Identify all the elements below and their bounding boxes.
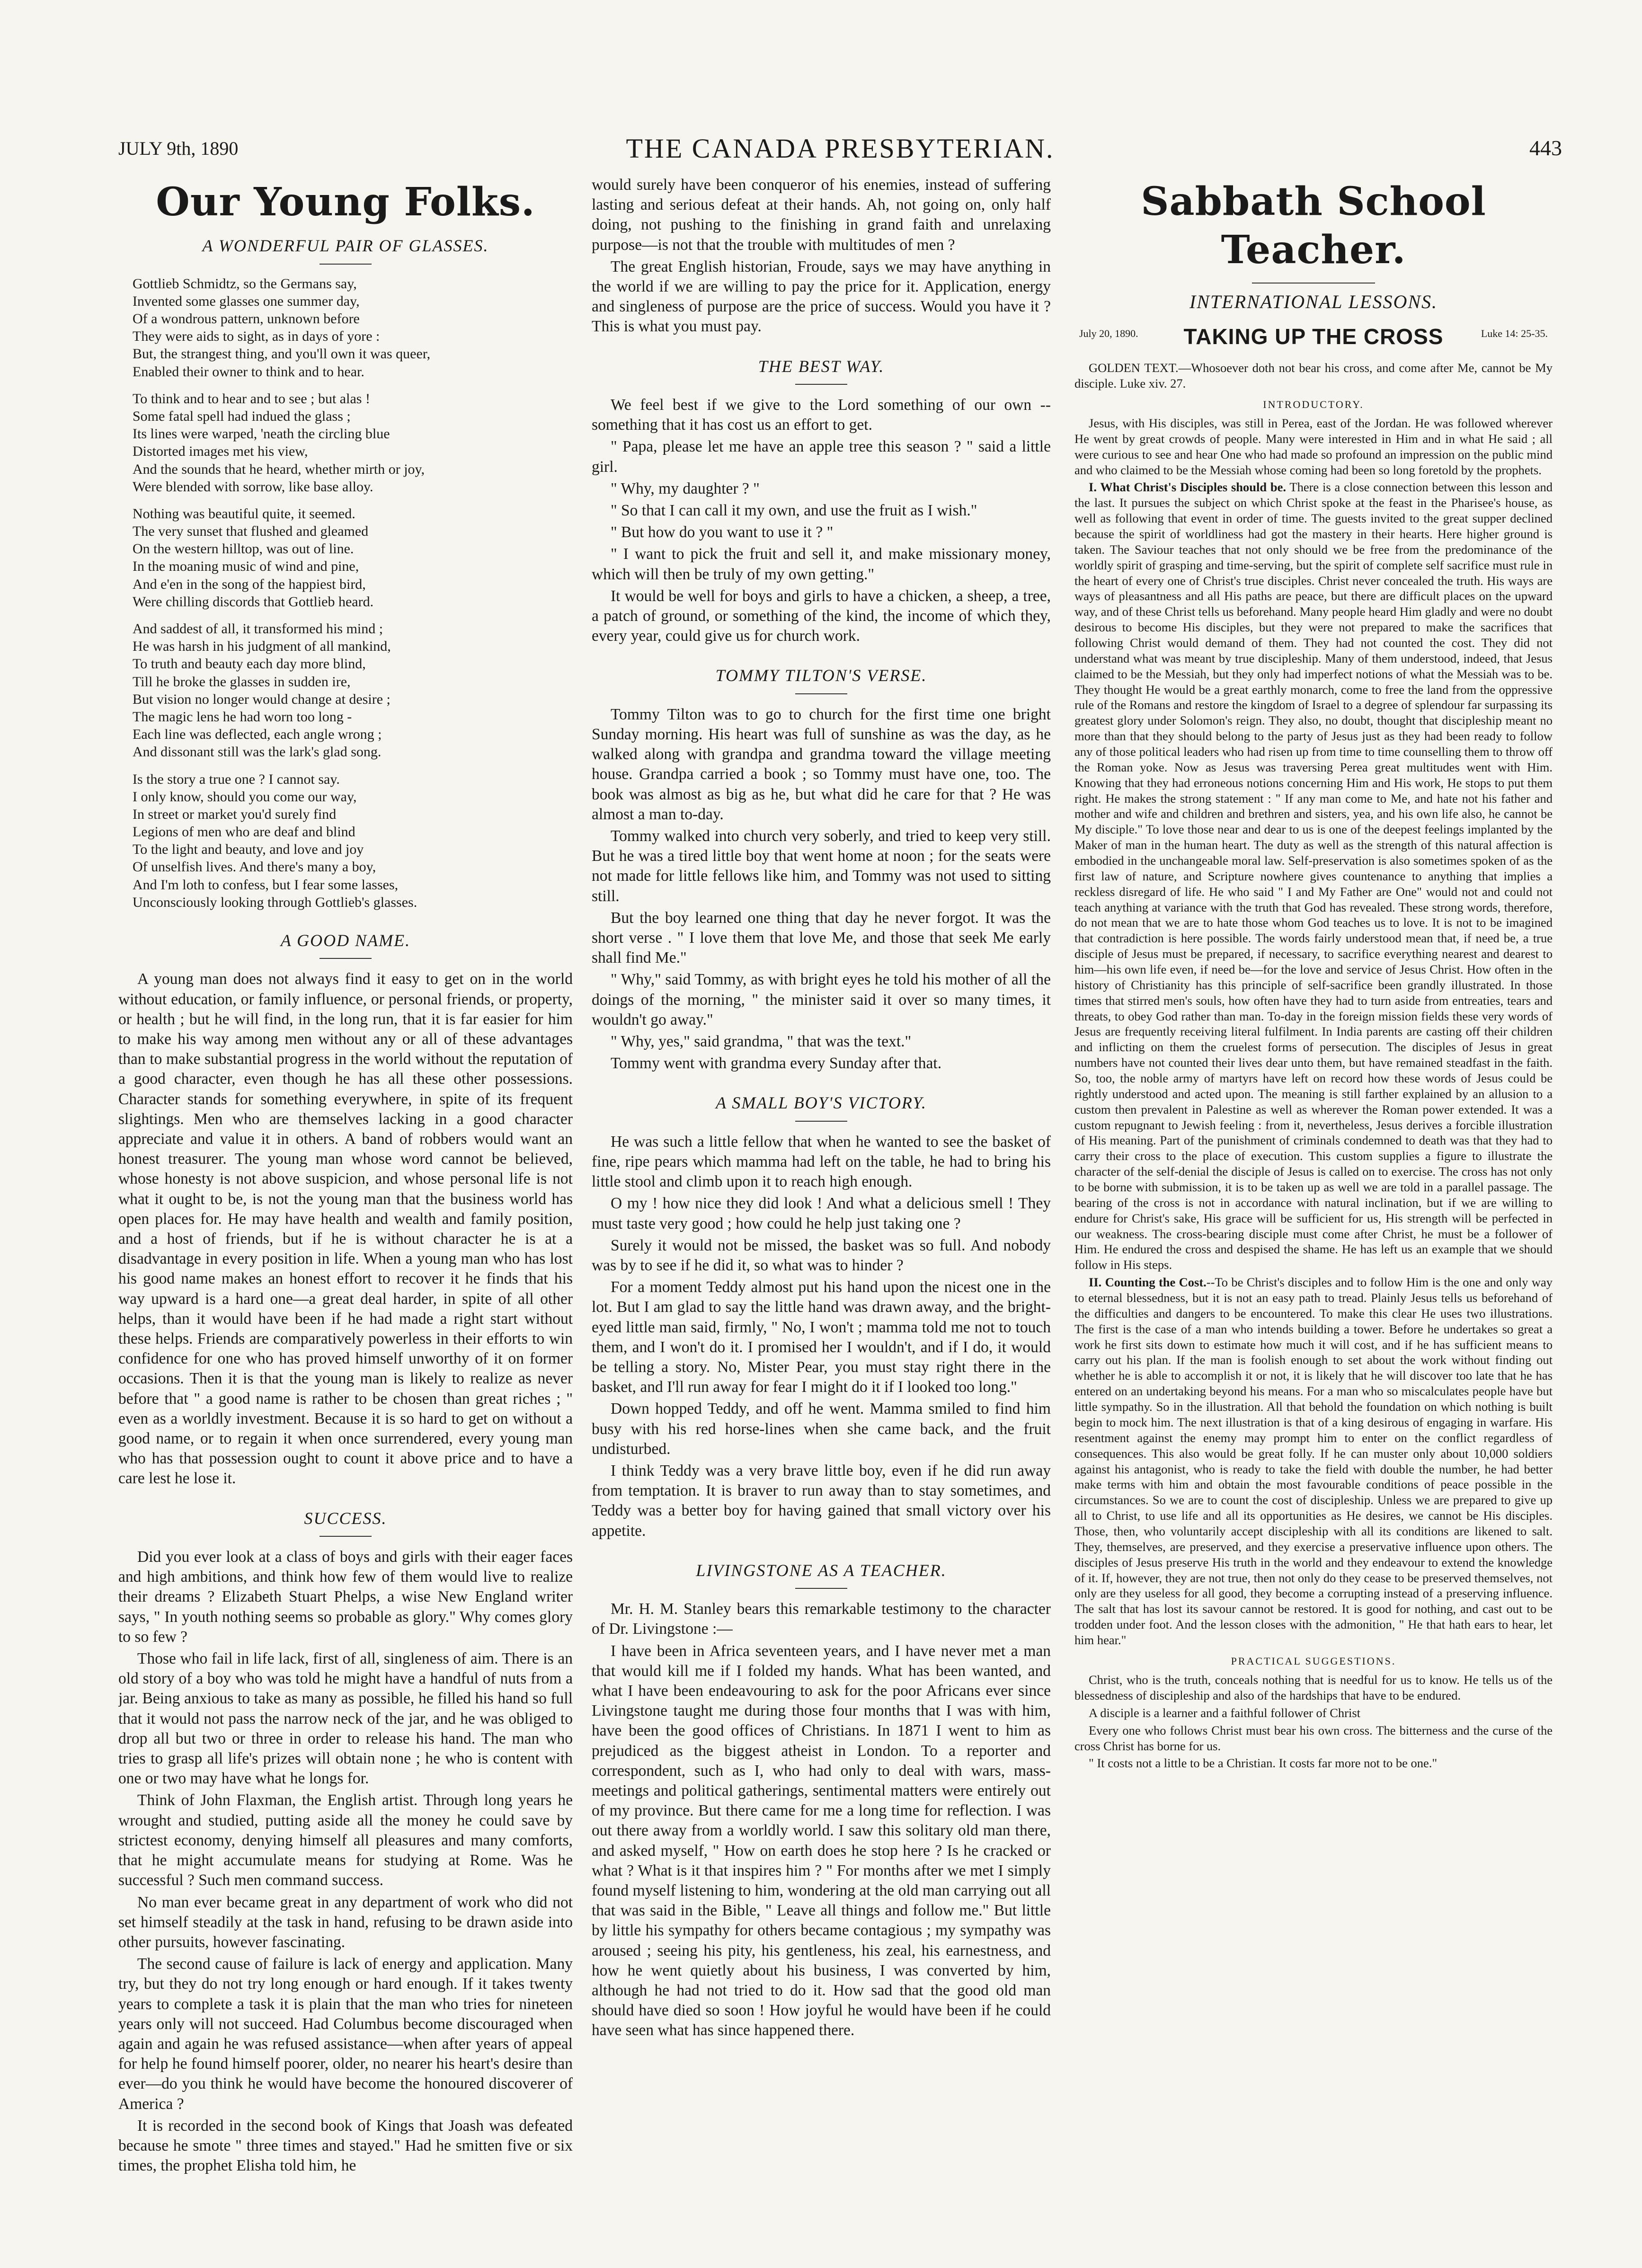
- article-best-way: [592, 395, 1051, 646]
- lessons-subtitle: INTERNATIONAL LESSONS.: [1189, 291, 1438, 313]
- poem-line: Some fatal spell had indued the glass ;: [133, 408, 351, 424]
- running-head: [118, 133, 1562, 170]
- poem-line: He was harsh in his judgment of all mankind,: [133, 638, 391, 655]
- poem-line: Each line was deflected, each angle wrong ;: [133, 726, 382, 743]
- poem-line: And the sounds that he heard, whether mirth or joy,: [133, 461, 425, 477]
- column-middle: [592, 175, 1051, 2224]
- point-two-title: II. Counting the Cost.: [1089, 1275, 1207, 1290]
- lesson-reference: Luke 14: 25-35.: [1481, 327, 1548, 339]
- divider: [1252, 283, 1375, 284]
- section-banner-sabbath-school: Sabbath School Teacher.: [1141, 179, 1486, 273]
- lesson-header: [1074, 323, 1553, 356]
- section-banner-young-folks: Our Young Folks.: [156, 179, 535, 225]
- poem-line: Were blended with sorrow, like base alloy.: [133, 478, 373, 495]
- poem-line: But vision no longer would change at desire ;: [133, 691, 391, 707]
- paragraph: O my ! how nice they did look ! And what a delicious smell ! They must taste very good ; how could he help just taking one ?: [592, 1195, 1051, 1232]
- paragraph: would surely have been conqueror of his enemies, instead of suffering lasting and serious defeat at their hands. Ah, not going on, only half doing, not pushing to the finishing in grand faith and unrelaxing purpose—is not that the trouble with multitudes of men ?: [592, 176, 1051, 254]
- poem-line: Distorted images met his view,: [133, 443, 308, 460]
- issue-date: JULY 9th, 1890: [118, 138, 239, 159]
- divider: [795, 1121, 847, 1122]
- column-right: [1074, 175, 1553, 2224]
- article-title-best-way: THE BEST WAY.: [758, 356, 885, 376]
- paragraph: " But how do you want to use it ? ": [611, 523, 834, 541]
- page-number: 443: [1529, 136, 1562, 160]
- paragraph: It is recorded in the second book of Kings that Joash was defeated because he smote " three times and stayed." Had he smitten five or six times, the prophet Elisha told him, he: [118, 2117, 573, 2175]
- poem-line: Of a wondrous pattern, unknown before: [133, 311, 360, 327]
- paragraph: Tommy went with grandma every Sunday after that.: [611, 1054, 942, 1072]
- poem-line: Of unselfish lives. And there's many a boy,: [133, 859, 376, 875]
- paragraph: " So that I can call it my own, and use the fruit as I wish.": [611, 502, 977, 519]
- divider: [320, 264, 372, 265]
- poem-line: Till he broke the glasses in sudden ire,: [133, 673, 351, 690]
- poem-line: The very sunset that flushed and gleamed: [133, 523, 369, 540]
- divider: [320, 958, 372, 959]
- lesson-title: TAKING UP THE CROSS: [1183, 324, 1444, 349]
- poem-line: Enabled their owner to think and to hear.: [133, 363, 364, 380]
- poem-line: To the light and beauty, and love and joy: [133, 842, 364, 858]
- paragraph: " Why, yes," said grandma, " that was the text.": [611, 1033, 912, 1051]
- article-small-boy: [592, 1132, 1051, 1541]
- divider: [795, 384, 847, 385]
- poem-line: To truth and beauty each day more blind,: [133, 656, 366, 672]
- poem-line: They were aids to sight, as in days of yore :: [133, 328, 380, 345]
- point-one: [1074, 479, 1553, 1273]
- poem-line: And I'm loth to confess, but I fear some lasses,: [133, 877, 399, 893]
- point-two: [1074, 1275, 1553, 1648]
- poem-line: Legions of men who are deaf and blind: [133, 824, 355, 840]
- paragraph: Think of John Flaxman, the English artist. Through long years he wrought and studied, putting aside all the money he could save by strictest economy, denying himself all pleasures and many comforts, that he might accumulate means for studying at Rome. Was he successful ? Such men command success.: [118, 1791, 573, 1889]
- paragraph: For a moment Teddy almost put his hand upon the nicest one in the lot. But I am glad to say the little hand was drawn away, and the bright-eyed little man said, firmly, " No, I won't ; mamma told me not to touch them, and I won't do it. I promised her I wouldn't, and if I do, it would be telling a story. No, Mister Pear, you must stay right there in the basket, and I'll run away for fear I might do it if I looked too long.": [592, 1278, 1051, 1396]
- introductory-text: Jesus, with His disciples, was still in Perea, east of the Jordan. He was followed wherever He went by great crowds of people. Many were interested in Him and in what He said ; all were curious to see and hear One who had made so profound an impression on the public mind and who claimed to be the Messiah whose coming had been so long foretold by the prophets.: [1074, 416, 1553, 477]
- paragraph: Down hopped Teddy, and off he went. Mamma smiled to find him busy with his red horse-lines when she came back, and the fruit undisturbed.: [592, 1400, 1051, 1458]
- poem-line: But, the strangest thing, and you'll own it was queer,: [133, 346, 431, 362]
- paragraph: I think Teddy was a very brave little boy, even if he did run away from temptation. It is braver to run away than to stay sometimes, and Teddy was a better boy for having gained that small victory over his appetite.: [592, 1462, 1051, 1540]
- poem-line: Gottlieb Schmidtz, so the Germans say,: [133, 275, 357, 292]
- paragraph: Those who fail in life lack, first of all, singleness of aim. There is an old story of a boy who was told he might have a handful of nuts from a jar. Being anxious to take as many as possible, he filled his hand so full that it would not pass the narrow neck of the jar, and he was obliged to drop all but two or three in order to release his hand. The man who tries to grasp all life's prizes will obtain none ; he who is content with one or two may have what he longs for.: [118, 1650, 573, 1788]
- paragraph: Every one who follows Christ must bear his own cross. The bitterness and the curse of the cross Christ has borne for us.: [1074, 1723, 1553, 1753]
- paragraph: A young man does not always find it easy to get on in the world without education, or family influence, or personal friends, or property, or health ; but he will find, in the long run, that it is far easier for him to make his way among men without any or all of these advantages than to make substantial progress in the world without the reputation of a good character, even though he has all these other possessions. Character stands for something everywhere, in spite of its frequent slightings. Men who are themselves lacking in a good character appreciate and value it in others. A band of robbers would want an honest treasurer. The young man whose word cannot be believed, whose honesty is not above suspicion, and whose personal life is not what it ought to be, is not the young man that the business world has open places for. He may have health and wealth and family position, and a host of friends, but if he is without character he is at a disadvantage in every position in life. When a young man who has lost his good name makes an honest effort to recover it he finds that his way upward is a hard one—a great deal harder, in spite of all other helps, than it would have been if he had made a right start without these helps. Friends are comparatively powerless in their efforts to win confidence for one who has proved himself unworthy of it on former occasions. Then it is that the young man is likely to realize as never before that " a good name is rather to be chosen than great riches ; " even as a worldly investment. Because it is so hard to get on without a good name, or to regain it when once surrendered, every young man who has that possession ought to count it above price and to have a care lest he lose it.: [118, 970, 573, 1488]
- paragraph: " It costs not a little to be a Christian. It costs far more not to be one.": [1089, 1756, 1438, 1771]
- poem: [133, 275, 573, 911]
- poem-line: To think and to hear and to see ; but alas !: [133, 390, 370, 407]
- paragraph: " Papa, please let me have an apple tree this season ? " said a little girl.: [592, 438, 1051, 476]
- divider: [795, 1588, 847, 1589]
- divider: [320, 1536, 372, 1537]
- poem-line: And saddest of all, it transformed his mind ;: [133, 621, 383, 637]
- paragraph: Tommy Tilton was to go to church for the first time one bright Sunday morning. His heart was full of sunshine as was the day, as he walked along with grandpa and grandma toward the village meeting house. Grandpa carried a book ; so Tommy must have one, too. The book was almost as big as he, but what did he care for that ? He was almost a man to-day.: [592, 705, 1051, 823]
- poem-line: I only know, should you come our way,: [133, 788, 357, 805]
- poem-line: The magic lens he had worn too long -: [133, 709, 352, 725]
- poem-title: A WONDERFUL PAIR OF GLASSES.: [202, 236, 489, 256]
- golden-text: GOLDEN TEXT.—Whosoever doth not bear his cross, and come after Me, cannot be My disciple. Luke xiv. 27.: [1074, 360, 1553, 390]
- paragraph: A disciple is a learner and a faithful follower of Christ: [1089, 1705, 1360, 1720]
- poem-line: Invented some glasses one summer day,: [133, 293, 360, 309]
- introductory-heading: INTRODUCTORY.: [1263, 398, 1364, 410]
- poem-stanza: [133, 620, 573, 761]
- paragraph: I have been in Africa seventeen years, and I have never met a man that would kill me if I folded my hands. What has been wanted, and what I have been endeavouring to ask for the poor Africans ever since Livingstone taught me during those four months that I was with him, have been the good offices of Christians. In 1871 I went to him as prejudiced as the biggest atheist in London. To a reporter and correspondent, such as I, who had only to deal with wars, mass-meetings and political gatherings, sentimental matters were entirely out of my province. But there came for me a long time for reflection. I was out there away from a worldly world. I saw this solitary old man there, and asked myself, " How on earth does he stop here ? Is he cracked or what ? What is it that inspires him ? " For months after we met I simply found myself listening to him, wondering at the old man carrying out all that was said in the Bible, " Leave all things and follow me." But little by little his sympathy for others became contagious ; my sympathy was aroused ; seeing his pity, his gentleness, his zeal, his earnestness, and how he went quietly about his business, I was converted by him, although he had not tried to do it. How sad that the good old man should have died so soon ! How joyful he would have been if he could have seen what has since happened there.: [592, 1642, 1051, 2039]
- poem-line: Were chilling discords that Gottlieb heard.: [133, 594, 374, 610]
- article-tommy-tilton: [592, 705, 1051, 1074]
- article-title-good-name: A GOOD NAME.: [280, 931, 411, 950]
- practical-heading: PRACTICAL SUGGESTIONS.: [1231, 1655, 1396, 1667]
- paragraph: No man ever became great in any department of work who did not set himself steadily at the task in hand, refusing to be drawn aside into other pursuits, however fascinating.: [118, 1893, 573, 1951]
- point-two-text: --To be Christ's disciples and to follow Him is the one and only way to eternal blessedness, but it is not an easy path to tread. Plainly Jesus tells us beforehand of the difficulties and dangers to be encountered. To make this clear He uses two illustrations. The first is the case of a man who intends building a tower. Before he undertakes so great a work he first sits down to estimate how much it will cost, and if he has sufficient means to carry out his plan. If the man is foolish enough to set about the work without finding out whether he is able to accomplish it or not, it is likely that he will discover too late that he has entered on an undertaking beyond his means. For a man who so miscalculates people have but little sympathy. So in the illustration. All that behold the foundation on which nothing is built begin to mock him. The next illustration is that of a king desirous of engaging in warfare. His resentment against the enemy may prompt him to enter on the conflict regardless of consequences. This also would be great folly. If he can muster only about 10,000 soldiers against his antagonist, who is ready to take the field with double the number, he had better make terms with him and obtain the most favourable conditions of peace possible in the circumstances. So we are to count the cost of discipleship. Unless we are prepared to give up all to Christ, to use life and all its opportunities as He desires, we cannot be His disciples. Those, then, who voluntarily accept discipleship with all its conditions are likened to salt. They, themselves, are preserved, and they exercise a preservative influence upon others. The disciples of Jesus preserve His truth in the world and they endeavour to extend the knowledge of it. If, however, they are not true, then not only do they cease to be preserved themselves, not only are they useless for all good, they become a corrupting instead of a preserving influence. The salt that has lost its savour cannot be restored. It is good for nothing, and cast out to be trodden under foot. And the lesson closes with the admonition, " He that hath ears to hear, let him hear.": [1074, 1275, 1553, 1647]
- paragraph: We feel best if we give to the Lord something of our own --something that it has cost us an effort to get.: [592, 396, 1051, 434]
- poem-line: On the western hilltop, was out of line.: [133, 541, 354, 557]
- article-title-tommy: TOMMY TILTON'S VERSE.: [715, 666, 927, 685]
- column-left: [118, 175, 573, 2224]
- paper-title: THE CANADA PRESBYTERIAN.: [626, 133, 1055, 164]
- paragraph: The second cause of failure is lack of energy and application. Many try, but they do not try long enough or hard enough. If it takes twenty years to complete a task it is plain that the man who tries for nineteen years only will not succeed. Had Columbus become discouraged when again and again he was refused assistance—when after years of appeal for help he found himself poorer, older, no nearer his heart's desire than ever—do you think he would have become the honoured discoverer of America ?: [118, 1955, 573, 2113]
- poem-line: And e'en in the song of the happiest bird,: [133, 576, 366, 592]
- paragraph: The great English historian, Froude, says we may have anything in the world if we are willing to pay the price for it. Application, energy and singleness of purpose are the price of success. Would you have it ? This is what you must pay.: [592, 257, 1051, 336]
- poem-line: In the moaning music of wind and pine,: [133, 558, 359, 575]
- lesson-date: July 20, 1890.: [1079, 327, 1138, 339]
- paragraph: " Why," said Tommy, as with bright eyes he told his mother of all the doings of the morning, " the minister said it over so many times, it wouldn't go away.": [592, 971, 1051, 1028]
- article-success: [118, 1547, 573, 2176]
- paragraph: Did you ever look at a class of boys and girls with their eager faces and high ambitions, and think how few of them would live to realize their dreams ? Elizabeth Stuart Phelps, a wise New England writer says, " In youth nothing seems so probable as glory." Why comes glory to so few ?: [118, 1548, 573, 1646]
- poem-line: And dissonant still was the lark's glad song.: [133, 744, 382, 760]
- poem-line: Is the story a true one ? I cannot say.: [133, 771, 340, 787]
- paragraph: Mr. H. M. Stanley bears this remarkable testimony to the character of Dr. Livingstone :—: [592, 1600, 1051, 1638]
- poem-stanza: [133, 275, 573, 381]
- article-title-livingstone: LIVINGSTONE AS A TEACHER.: [696, 1560, 947, 1580]
- paragraph: Tommy walked into church very soberly, and tried to keep very still. But he was a tired little boy that went home at noon ; for the seats were not made for little fellows like him, and Tommy was not used to sitting still.: [592, 827, 1051, 905]
- article-title-small-boy: A SMALL BOY'S VICTORY.: [716, 1093, 927, 1113]
- paragraph: " Why, my daughter ? ": [611, 479, 760, 497]
- point-one-title: I. What Christ's Disciples should be.: [1089, 480, 1287, 495]
- paragraph: Christ, who is the truth, conceals nothing that is needful for us to know. He tells us of the blessedness of discipleship and also of the hardships that have to be endured.: [1074, 1673, 1553, 1702]
- poem-stanza: [133, 390, 573, 496]
- poem-line: Unconsciously looking through Gottlieb's glasses.: [133, 894, 417, 910]
- poem-stanza: [133, 505, 573, 611]
- poem-line: Its lines were warped, 'neath the circling blue: [133, 426, 390, 442]
- practical-suggestions: [1074, 1672, 1553, 1771]
- article-good-name: [118, 969, 573, 1488]
- paragraph: Surely it would not be missed, the basket was so full. And nobody was by to see if he did it, so what was to hinder ?: [592, 1236, 1051, 1275]
- point-one-text: There is a close connection between this lesson and the last. It pursues the subject on which Christ spoke at the feast in the Pharisee's house, as well as following that event in order of time. The guests invited to the great supper declined because the spirit of worldliness had got the mastery in their hearts. Here higher ground is taken. The Saviour teaches that not only should we be free from the predominance of the worldly spirit of grasping and time-serving, but the spirit of complete self sacrifice must rule in the heart of every one of Christ's true disciples. Christ never concealed the truth. His ways are ways of pleasantness and all His paths are peace, but there are difficult places on the upward way, and of these Christ tells us beforehand. Many people heard Him gladly and were no doubt desirous to become His disciples, but they were not prepared to make the sacrifices that following Christ would demand of them. They had not counted the cost. They did not understand what was meant by true discipleship. Many of them understood, indeed, that Jesus claimed to be the Messiah, but they only had imperfect notions of what the Messiah was to be. They thought He would be a great earthly monarch, come to free the land from the oppressive rule of the Romans and restore the kingdom of Israel to a degree of splendour far surpassing its greatest glory under Solomon's reign. They also, no doubt, thought that discipleship meant no more than that they should belong to the party of Jesus just as they had been ready to follow any of those political leaders who had risen up from time to time counselling them to throw off the Roman yoke. Now as Jesus was traversing Perea great multitudes went with Him. Knowing that they had erroneous notions concerning Him and His work, He stops to put them right. He makes the strong statement : " If any man come to Me, and hate not his father and mother and wife and children and brethren and sisters, yea, and his own life also, he cannot be My disciple." To love those near and dear to us is one of the deepest feelings implanted by the Maker of man in the human heart. The duty as well as the strength of this natural affection is embodied in the unchangeable moral law. Self-preservation is also sometimes spoken of as the first law of nature, and Scripture nowhere gives countenance to anything that implies a reckless disregard of life. He who said " I and My Father are One" would not and could not teach anything at variance with the truth that God has revealed. These strong words, therefore, do not mean that we are to hate those whom God teaches us to love. It is not to be imagined that contradiction is here possible. The words fairly understood mean that, if need be, a true disciple of Jesus must be prepared, if necessary, to sacrifice everything nearest and dearest to him—his own life even, if need be—for the love and service of Jesus Christ. How often in the history of Christianity has this principle of self-sacrifice been grandly illustrated. In those times that stirred men's souls, how often have they had to turn aside from entreaties, tears and threats, to obey God rather than man. To-day in the foreign mission fields these very words of Jesus are frequently receiving literal fulfilment. In India parents are casting off their children and inflicting on them the cruelest forms of persecution. The disciples of Jesus in great numbers have not counted their lives dear unto them, but have remained steadfast in the faith. So, too, the noble army of martyrs have left on record how these words of Jesus could be rightly understood and acted upon. The meaning is still farther explained by an allusion to a custom then prevalent in Palestine as well as wherever the Roman power extended. It was a custom repugnant to Jewish feeling : from it, nevertheless, Jesus derives a forcible illustration of His meaning. Part of the punishment of criminals condemned to death was that they had to carry their cross to the place of execution. This custom supplies a figure to illustrate the character of the self-denial the disciple of Jesus is called on to exercise. The cross has not only to be borne with submission, it is to be taken up as well we are told in a parallel passage. The bearing of the cross is not in accordance with natural inclination, but if we are willing to endure for Christ's sake, His grace will be sufficient for us, His strength will be perfected in our weakness. The cross-bearing disciple must come after Christ, he must be a follower of Him. He endured the cross and despised the shame. He has left us an example that we should follow in His steps.: [1074, 480, 1553, 1272]
- paragraph: It would be well for boys and girls to have a chicken, a sheep, a tree, a patch of ground, or something of the kind, the income of which they, every year, could give us for church work.: [592, 587, 1051, 645]
- paragraph: " I want to pick the fruit and sell it, and make missionary money, which will then be truly of my own getting.": [592, 545, 1051, 583]
- poem-line: In street or market you'd surely find: [133, 806, 337, 822]
- poem-line: Nothing was beautiful quite, it seemed.: [133, 505, 355, 522]
- article-livingstone: [592, 1599, 1051, 2040]
- poem-stanza: [133, 771, 573, 912]
- divider: [795, 693, 847, 694]
- article-title-success: SUCCESS.: [304, 1508, 387, 1528]
- article-success-continued: [592, 175, 1051, 337]
- paragraph: But the boy learned one thing that day he never forgot. It was the short verse . " I love them that love Me, and those that seek Me early shall find Me.": [592, 909, 1051, 967]
- paragraph: He was such a little fellow that when he wanted to see the basket of fine, ripe pears which mamma had left on the table, he had to bring his little stool and climb upon it to reach high enough.: [592, 1133, 1051, 1191]
